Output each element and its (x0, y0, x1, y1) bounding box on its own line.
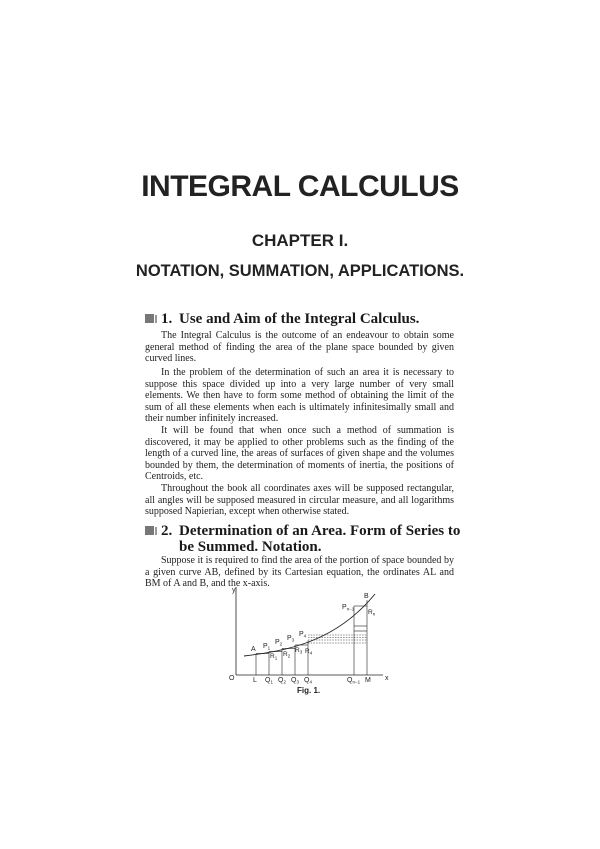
section-2-heading (145, 523, 465, 555)
section-1-heading (145, 311, 465, 327)
section-marker-icon (145, 314, 157, 323)
point-label-p4: $P_4$ (299, 631, 307, 639)
x-label-qn1: $Q_{n-1}$ (347, 677, 361, 685)
book-title: INTEGRAL CALCULUS (141, 170, 459, 203)
section-1-paragraph-4: Throughout the book all coordinates axes will be supposed rectangular, all angles will be supposed measured in circular measure, and all logarithms supposed Napierian, except when otherwise stated. (145, 483, 454, 517)
point-label-pn1: $P_{n-1}$ (342, 604, 355, 612)
chapter-label: CHAPTER I. (251, 231, 349, 250)
figure-area-under-curve (225, 583, 395, 695)
section-number: 1. (161, 311, 173, 327)
section-title: Determination of an Area. Form of Series to be Summed. Notation. (179, 523, 461, 555)
point-label-p1: $P_1$ (263, 643, 271, 651)
section-1-paragraph-1: The Integral Calculus is the outcome of an endeavour to obtain some general method of finding the area of the plane space bounded by given curved lines. (145, 330, 454, 364)
figure-caption: Fig. 1. (297, 686, 321, 695)
point-label-r1: $R_1$ (270, 653, 278, 661)
y-axis-label: y (232, 587, 236, 594)
point-label-r2: $R_2$ (283, 651, 291, 659)
x-label-q3: $Q_3$ (291, 677, 299, 685)
point-label-rn: $R_n$ (368, 609, 376, 617)
x-label-q1: $Q_1$ (265, 677, 273, 685)
chapter-subtitle: NOTATION, SUMMATION, APPLICATIONS. (135, 262, 465, 280)
section-number: 2. (161, 523, 173, 539)
section-title: Use and Aim of the Integral Calculus. (179, 311, 420, 327)
section-2-paragraph-1: Suppose it is required to find the area of the portion of space bounded by a given curve AB, defined by its Cartesian equation, the ordinates AL and BM of A and B, and the x-axis. (145, 555, 454, 589)
point-label-r3: $R_3$ (295, 647, 303, 655)
point-label-r4: $R_4$ (305, 648, 313, 656)
x-label-q2: $Q_2$ (278, 677, 286, 685)
point-label-p2: $P_2$ (275, 639, 283, 647)
section-1-paragraph-2: In the problem of the determination of such an area it is necessary to suppose this space divided up into a very large number of very small elements. We then have to form some method of obtaining the limit of the sum of all these elements when each is ultimately infinitesimally small and their number infinitely increased. (145, 367, 454, 424)
origin-label: O (229, 675, 235, 682)
x-label-m: M (365, 677, 371, 684)
point-label-p3: $P_3$ (287, 635, 295, 643)
x-axis-label: x (385, 675, 389, 682)
point-label-a: A (251, 646, 256, 653)
section-marker-icon (145, 526, 157, 535)
x-label-q4: $Q_4$ (304, 677, 312, 685)
section-1-paragraph-3: It will be found that when once such a method of summation is discovered, it may be applied to other problems such as the finding of the length of a curved line, the areas of surfaces of given shape and the volumes bounded by them, the determination of moments of inertia, the positions of Centroids, etc. (145, 425, 454, 482)
point-label-b: B (364, 593, 369, 600)
x-label-l: L (253, 677, 257, 684)
